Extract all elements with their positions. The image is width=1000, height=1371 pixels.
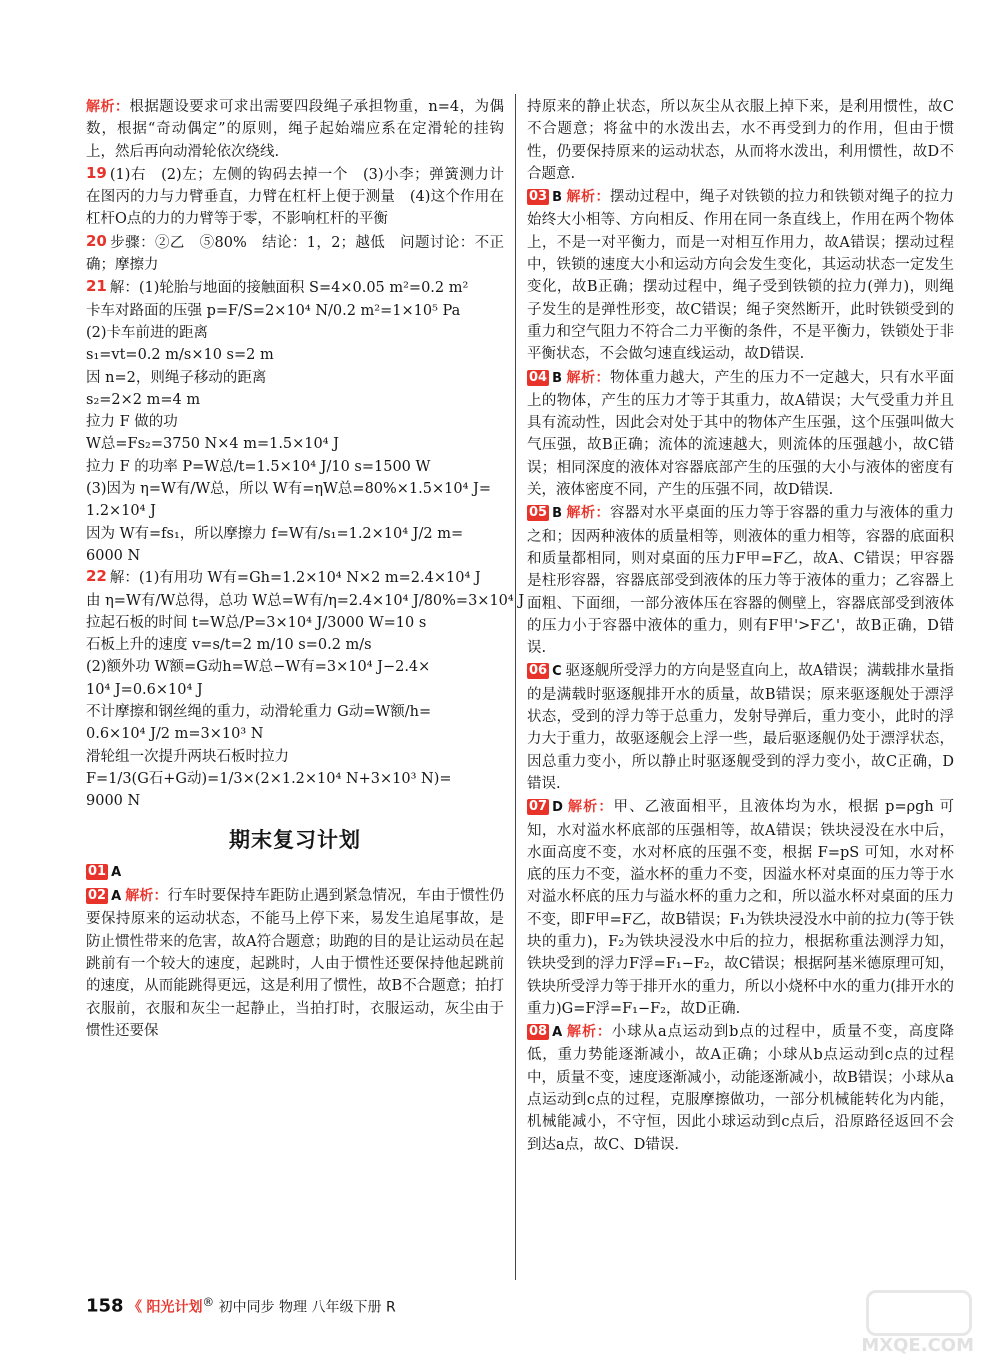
solution-text: 6000 N (86, 547, 141, 564)
footer-brand: 阳光计划 (146, 1299, 203, 1316)
analysis-colon: ： (595, 369, 610, 386)
analysis-colon: ： (153, 888, 168, 905)
answer-letter: A (552, 1025, 563, 1041)
solution-text: 1.2×10⁴ J (86, 503, 156, 520)
answer-letter: C (552, 664, 562, 680)
solution-line (86, 322, 504, 344)
question-number: 22 (86, 567, 107, 586)
entry-text: 步骤：②乙 ⑤80% 结论：1，2；越低 问题讨论：不正确；摩擦力 (86, 234, 504, 274)
analysis-label: 解析 (566, 189, 596, 206)
answer-letter: A (111, 864, 122, 880)
solution-text: 拉力 F 做的功 (86, 414, 178, 431)
page-footer (86, 1295, 396, 1317)
solution-text: 0.6×10⁴ J/2 m=3×10³ N (86, 726, 264, 743)
answer-entry (86, 232, 504, 277)
solution-line (86, 723, 504, 745)
solution-text: 卡车对路面的压强 p=F/S=2×10⁴ N/0.2 m²=1×10⁵ Pa (86, 302, 461, 319)
solution-text: 由 η=W有/W总得，总功 W总=W有/η=2.4×10⁴ J/80%=3×10⁴ J (86, 592, 525, 609)
solution-text: 10⁴ J=0.6×10⁴ J (86, 681, 203, 698)
question-number: 01 (88, 863, 107, 879)
solution-text: 解：(1)有用功 W有=Gh=1.2×10⁴ N×2 m=2.4×10⁴ J (109, 570, 481, 587)
question-number: 05 (529, 505, 548, 521)
answer-letter: A (111, 889, 122, 905)
solution-line (86, 433, 504, 455)
analysis-colon: ： (598, 799, 614, 816)
entry-text: (1)右 (2)左；左侧的钩码去掉一个 (3)小李；弹簧测力计在图丙的力与力臂垂直，力臂在杠杆上便于测量 (4)这个作用在杠杆O点的力的力臂等于零，不影响杠杆的平衡 (86, 166, 504, 228)
analysis-colon: ： (595, 189, 610, 206)
question-number: 19 (86, 163, 107, 182)
solution-text: 9000 N (86, 793, 141, 810)
solution-line (86, 701, 504, 723)
solution-text: 滑轮组一次提升两块石板时拉力 (86, 748, 289, 765)
entry-text: 容器对水平桌面的压力等于容器的重力与液体的重力之和；因两种液体的质量相等，则液体的重力相等，容器的底面积和质量都相同，则对桌面的压力F甲=F乙，故A、C错误；甲容器是柱形容器，容器底部受到液体的压力等于液体的重力；乙容器上面粗、下面细，一部分液体压在容器的侧壁上，容器底部受到液体的压力小于容器中液体的重力，则有F甲'>F乙'，故B正确，D错误. (527, 505, 955, 657)
answer-entry (527, 186, 954, 365)
entry-text: 行车时要保持车距防止遇到紧急情况，车由于惯性仍要保持原来的运动状态，不能马上停下来，易发生追尾事故，是防止惯性带来的危害，故A符合题意；助跑的目的是让运动员在起跳前有一个较大的速度，起跳时，人由于惯性还要保持他起跳前的速度，从而能跳得更远，这是利用了惯性，故B不合题意；拍打衣服前，衣服和灰尘一起静止，当拍打时，衣服运动，灰尘由于惯性还要保 (86, 888, 505, 1039)
footer-arrows: 《 (128, 1299, 143, 1316)
watermark-logo (842, 1290, 982, 1360)
page-number: 158 (86, 1295, 124, 1317)
analysis-label: 解析 (566, 369, 596, 386)
answer-letter: B (552, 370, 563, 386)
question-number: 21 (86, 277, 107, 296)
analysis-label: 解析 (566, 1024, 597, 1041)
solution-line (86, 656, 504, 678)
question-22 (86, 567, 525, 812)
entry-text: 持原来的静止状态，所以灰尘从衣服上掉下来，是利用惯性，故C不合题意；将盆中的水泼出去，水不再受到力的作用，但由于惯性，仍要保持原来的运动状态，从而将水泼出，利用惯性，故D不合题意. (527, 99, 954, 182)
analysis-colon: ： (114, 99, 130, 115)
analysis-label: 解析 (566, 505, 596, 522)
question-number: 20 (86, 231, 107, 250)
solution-line (86, 411, 504, 433)
solution-line (86, 545, 504, 567)
answer-entry (86, 164, 504, 231)
entry-text: 小球从a点运动到b点的过程中，质量不变，高度降低，重力势能逐渐减小，故A正确；小球从b点运动到c点的过程中，质量不变，速度逐渐减小，动能逐渐减小，故B错误；小球从a点运动到c点的过程，克服摩擦做功，一部分机械能转化为内能，机械能减小，不守恒，因此小球运动到c点后，沿原路径返回不会到达a点，故C、D错误. (527, 1024, 954, 1153)
solution-text: s₂=2×2 m=4 m (86, 391, 201, 408)
solution-text: 因为 W有=fs₁，所以摩擦力 f=W有/s₁=1.2×10⁴ J/2 m= (86, 525, 464, 542)
analysis-colon: ： (596, 1024, 612, 1041)
solution-line (86, 344, 504, 366)
solution-text: s₁=vt=0.2 m/s×10 s=2 m (86, 347, 274, 364)
solution-line (86, 679, 504, 701)
answer-entry (527, 502, 954, 659)
solution-line (86, 746, 504, 768)
solution-text: (2)卡车前进的距离 (86, 324, 209, 341)
analysis-colon: ： (595, 505, 610, 522)
solution-text: (3)因为 η=W有/W总，所以 W有=ηW总=80%×1.5×10⁴ J= (86, 481, 492, 498)
solution-line (86, 567, 504, 589)
solution-text: 不计摩擦和钢丝绳的重力，动滑轮重力 G动=W额/h= (86, 704, 432, 721)
solution-text: (2)额外功 W额=G动h=W总−W有=3×10⁴ J−2.4× (86, 659, 431, 676)
entry-text: 物体重力越大，产生的压力不一定越大，只有水平面上的物体，产生的压力才等于其重力，故A错误；大气受重力并且具有流动性，因此会对处于其中的物体产生压强，这个压强叫做大气压强，故B正确；流体的流速越大，则流体的压强越小，故C错误；相同深度的液体对容器底部产生的压强的大小与液体的密度有关，液体密度不同，产生的压强不同，故D错误. (527, 369, 955, 499)
analysis-label: 解析 (125, 888, 154, 905)
question-number: 03 (529, 189, 548, 205)
footer-reg: ® (202, 1295, 215, 1309)
solution-line (86, 300, 504, 322)
question-number: 04 (529, 369, 548, 385)
solution-line (86, 478, 504, 500)
solution-text: 拉起石板的时间 t=W总/P=3×10⁴ J/3000 W=10 s (86, 614, 427, 631)
analysis-label: 解析 (86, 99, 115, 115)
question-number: 08 (529, 1024, 548, 1040)
answer-letter: B (552, 506, 563, 522)
solution-text: 石板上升的速度 v=s/t=2 m/10 s=0.2 m/s (86, 637, 372, 654)
question-number: 07 (529, 799, 548, 815)
entry-text: 摆动过程中，绳子对铁锁的拉力和铁锁对绳子的拉力始终大小相等、方向相反、作用在同一条直线上，作用在两个物体上，不是一对平衡力，而是一对相互作用力，故A错误；摆动过程中，铁锁的速度大小和运动方向会发生变化，其运动状态一定发生变化，故B正确；摆动过程中，绳子受到铁锁的拉力(弹力)，则绳子发生的是弹性形变，故C错误；绳子突然断开，此时铁锁受到的重力和空气阻力不符合二力平衡的条件，不是平衡力，铁锁处于非平衡状态，不会做匀速直线运动，故D错误. (527, 189, 955, 363)
analysis-label: 解析 (566, 799, 599, 816)
footer-subtitle: 初中同步 物理 八年级下册 R (218, 1299, 396, 1316)
entry-text: 甲、乙液面相平，且液体均为水，根据 p=ρgh 可知，水对溢水杯底部的压强相等，故A错误；铁块浸没在水中后，水面高度不变，水对杯底的压强不变，根据 F=pS 可知，水对杯底的压力不变，溢水杯的重力不变，因溢水杯对桌面的压力等于水对溢水杯底的压力与溢水杯的重力之和，所以溢水杯对桌面的压力不变，即F甲=F乙，故B错误；F₁为铁块浸没水中前的拉力(等于铁块的重力)，F₂为铁块浸没水中后的拉力，根据称重法测浮力知，铁块受到的浮力F浮=F₁−F₂，故C错误；根据阿基米德原理可知，铁块所受浮力等于排开水的重力，所以小烧杯中水的重力(排开水的重力)G=F浮=F₁−F₂，故D正确. (527, 799, 955, 1017)
question-21 (86, 277, 504, 567)
solution-line (86, 790, 504, 812)
answer-entry (527, 367, 954, 502)
answer-entry (86, 885, 504, 1042)
solution-line (86, 634, 504, 656)
solution-line (86, 277, 504, 299)
solution-text: 因 n=2，则绳子移动的距离 (86, 369, 267, 386)
answer-letter: D (552, 800, 563, 816)
entry-text: 驱逐舰所受浮力的方向是竖直向上，故A错误；满载排水量指的是满载时驱逐舰排开水的质量，故B错误；原来驱逐舰处于漂浮状态，受到的浮力等于总重力，发射导弹后，重力变小，此时的浮力大于重力，故驱逐舰会上浮一些，最后驱逐舰仍处于漂浮状态，因总重力变小，所以静止时驱逐舰受到的浮力变小，故C正确，D错误. (527, 663, 954, 792)
right-column (527, 96, 954, 1157)
solution-line (86, 367, 504, 389)
answer-entry (527, 96, 954, 185)
answer-entry (527, 660, 954, 795)
solution-text: F=1/3(G石+G动)=1/3×(2×1.2×10⁴ N+3×10³ N)= (86, 770, 452, 787)
question-number: 02 (88, 888, 107, 904)
solution-text: 拉力 F 的功率 P=W总/t=1.5×10⁴ J/10 s=1500 W (86, 458, 431, 475)
solution-text: 解：(1)轮胎与地面的接触面积 S=4×0.05 m²=0.2 m² (109, 280, 469, 297)
answer-entry (527, 796, 954, 1020)
solution-line (86, 500, 504, 522)
question-number: 06 (529, 663, 548, 679)
watermark-text: MXQE.COM (861, 1335, 974, 1356)
left-column (86, 96, 525, 1043)
answer-entry (86, 96, 504, 163)
entry-text: 根据题设要求可求出需要四段绳子承担物重，n=4，为偶数，根据“奇动偶定”的原则，绳子起始端应系在定滑轮的挂钩上，然后再向动滑轮依次绕线. (86, 99, 504, 160)
solution-line (86, 768, 504, 790)
solution-line (86, 612, 504, 634)
solution-line (86, 523, 504, 545)
watermark-box (866, 1290, 972, 1336)
column-divider (515, 94, 516, 1280)
answer-letter: B (552, 190, 563, 206)
solution-line (86, 590, 525, 612)
solution-line (86, 456, 504, 478)
section-title: 期末复习计划 (229, 827, 361, 852)
answer-entry (527, 1021, 954, 1156)
solution-line (86, 389, 504, 411)
answer-entry (86, 861, 504, 884)
solution-text: W总=Fs₂=3750 N×4 m=1.5×10⁴ J (86, 436, 339, 453)
